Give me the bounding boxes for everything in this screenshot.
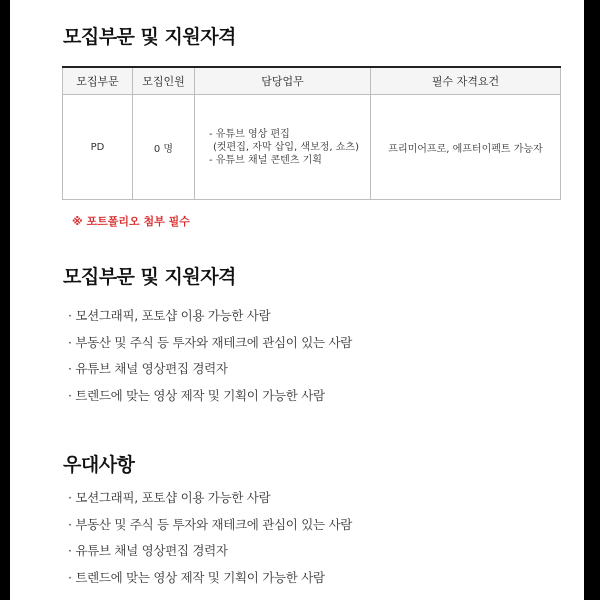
benefits-list — [68, 488, 352, 594]
duty-line: - 유튜브 채널 콘텐츠 기획 — [209, 154, 322, 166]
qualifications-section-title: 모집부문 및 지원자격 — [63, 266, 236, 288]
list-item: · 유튜브 채널 영상편집 경력자 — [68, 361, 228, 376]
list-item: · 유튜브 채널 영상편집 경력자 — [68, 543, 228, 558]
list-item: · 부동산 및 주식 등 투자와 재테크에 관심이 있는 사람 — [68, 334, 353, 350]
list-item: · 트렌드에 맞는 영상 제작 및 기획이 가능한 사람 — [68, 569, 325, 585]
table-header-row — [63, 67, 561, 95]
cell-duties — [195, 95, 371, 200]
cell-headcount: 0 명 — [133, 95, 195, 200]
benefits-section-title: 우대사항 — [63, 454, 135, 476]
list-item: · 트렌드에 맞는 영상 제작 및 기획이 가능한 사람 — [68, 387, 325, 403]
header-duties: 담당업무 — [195, 67, 371, 95]
qualifications-list — [68, 306, 352, 412]
list-item: · 부동산 및 주식 등 투자와 재테크에 관심이 있는 사람 — [68, 516, 353, 532]
duty-line: (컷편집, 자막 삽입, 색보정, 쇼츠) — [213, 141, 359, 153]
table-row — [63, 95, 561, 200]
list-item: · 모션그래픽, 포토샵 이용 가능한 사람 — [68, 490, 271, 505]
cell-requirements: 프리미어프로, 에프터이펙트 가능자 — [371, 95, 561, 200]
header-department: 모집부문 — [63, 67, 133, 95]
header-requirements: 필수 자격요건 — [371, 67, 561, 95]
document-page — [10, 0, 584, 600]
header-headcount: 모집인원 — [133, 67, 195, 95]
recruitment-section-title: 모집부문 및 지원자격 — [63, 26, 236, 48]
recruitment-table — [62, 66, 561, 200]
cell-department: PD — [63, 95, 133, 200]
portfolio-notice: ※ 포트폴리오 첨부 필수 — [72, 215, 190, 228]
duty-line: - 유튜브 영상 편집 — [209, 128, 290, 140]
list-item: · 모션그래픽, 포토샵 이용 가능한 사람 — [68, 308, 271, 323]
page-border — [584, 0, 600, 600]
